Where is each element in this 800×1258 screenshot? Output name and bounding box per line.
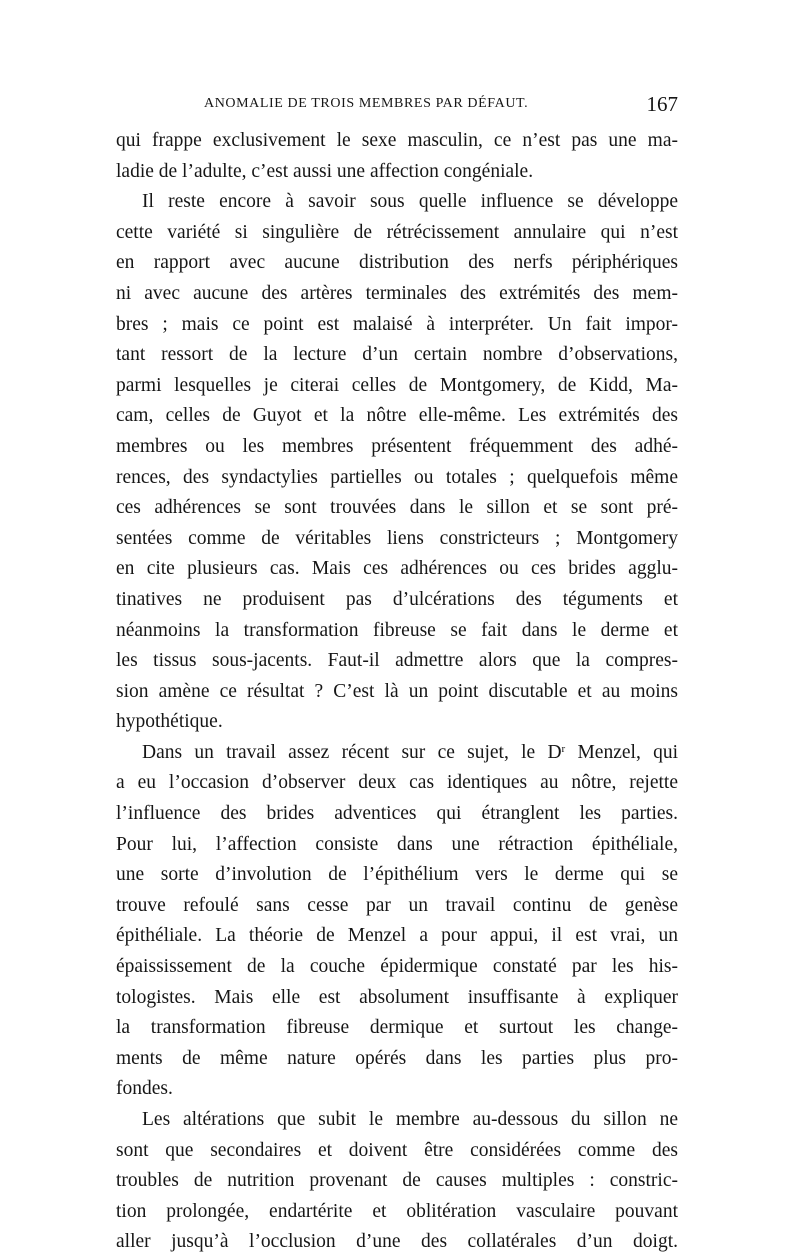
text-fragment: Menzel, qui [565, 741, 678, 763]
text-line: l’influence des brides adventices qui étranglent les parties. [116, 803, 678, 825]
text-line: tinatives ne produisent pas d’ulcérations des téguments et [116, 588, 678, 610]
text-line: épithéliale. La théorie de Menzel a pour appui, il est vrai, un [116, 925, 678, 947]
superscript: r [561, 742, 566, 755]
text-line [116, 738, 678, 769]
text-line: Les altérations que subit le membre au-dessous du sillon ne [142, 1109, 678, 1130]
text-line: tologistes. Mais elle est absolument insuffisante à expliquer [116, 986, 678, 1008]
body-text [116, 126, 678, 1258]
text-line: ladie de l’adulte, c’est aussi une affection congéniale. [116, 160, 534, 182]
text-line: ces adhérences se sont trouvées dans le sillon et se sont pré- [116, 497, 678, 519]
paragraph-2 [116, 187, 678, 738]
text-line: troubles de nutrition provenant de causes multiples : constric- [116, 1170, 678, 1192]
text-line: cam, celles de Guyot et la nôtre elle-même. Les extrémités des [116, 405, 678, 427]
text-line: qui frappe exclusivement le sexe masculin, ce n’est pas une ma- [116, 130, 678, 151]
text-line: tion prolongée, endartérite et oblitération vasculaire pouvant [116, 1200, 678, 1222]
text-line: a eu l’occasion d’observer deux cas identiques au nôtre, rejette [116, 772, 678, 794]
text-line: fondes. [116, 1078, 173, 1100]
text-line: hypothétique. [116, 711, 223, 733]
text-line: ni avec aucune des artères terminales des extrémités des mem- [116, 282, 678, 304]
running-title: ANOMALIE DE TROIS MEMBRES PAR DÉFAUT. [204, 96, 529, 111]
text-line: sentées comme de véritables liens constricteurs ; Montgomery [116, 527, 678, 549]
paragraph-4 [116, 1105, 678, 1258]
text-line: les tissus sous-jacents. Faut-il admettre alors que la compres- [116, 650, 678, 672]
text-fragment: Dans un travail assez récent sur ce sujet, le D [142, 741, 562, 763]
paragraph-1 [116, 126, 678, 187]
text-line: Il reste encore à savoir sous quelle influence se développe [142, 191, 678, 213]
book-page [116, 92, 678, 1258]
text-line: la transformation fibreuse dermique et surtout les change- [116, 1017, 678, 1039]
text-line: membres ou les membres présentent fréquemment des adhé- [116, 435, 678, 457]
text-line: rences, des syndactylies partielles ou totales ; quelquefois même [116, 466, 678, 488]
text-line: bres ; mais ce point est malaisé à interpréter. Un fait impor- [116, 313, 678, 335]
text-line: ments de même nature opérés dans les parties plus pro- [116, 1047, 678, 1069]
running-head [116, 92, 678, 126]
text-line: épaississement de la couche épidermique constaté par les his- [116, 956, 678, 978]
text-line: cette variété si singulière de rétrécissement annulaire qui n’est [116, 221, 678, 243]
text-line: trouve refoulé sans cesse par un travail continu de genèse [116, 894, 678, 916]
text-line: Pour lui, l’affection consiste dans une rétraction épithéliale, [116, 833, 678, 855]
paragraph-3 [116, 738, 678, 1105]
text-line: parmi lesquelles je citerai celles de Montgomery, de Kidd, Ma- [116, 374, 678, 396]
text-line: aller jusqu’à l’occlusion d’une des collatérales d’un doigt. [116, 1231, 678, 1253]
text-line: une sorte d’involution de l’épithélium vers le derme qui se [116, 864, 678, 886]
text-line: en cite plusieurs cas. Mais ces adhérences ou ces brides agglu- [116, 558, 678, 580]
text-line: tant ressort de la lecture d’un certain nombre d’observations, [116, 344, 678, 366]
text-line: sion amène ce résultat ? C’est là un point discutable et au moins [116, 680, 678, 702]
page-number: 167 [646, 92, 678, 116]
text-line: en rapport avec aucune distribution des nerfs périphériques [116, 252, 678, 274]
text-line: sont que secondaires et doivent être considérées comme des [116, 1139, 678, 1161]
text-line: néanmoins la transformation fibreuse se fait dans le derme et [116, 619, 678, 641]
